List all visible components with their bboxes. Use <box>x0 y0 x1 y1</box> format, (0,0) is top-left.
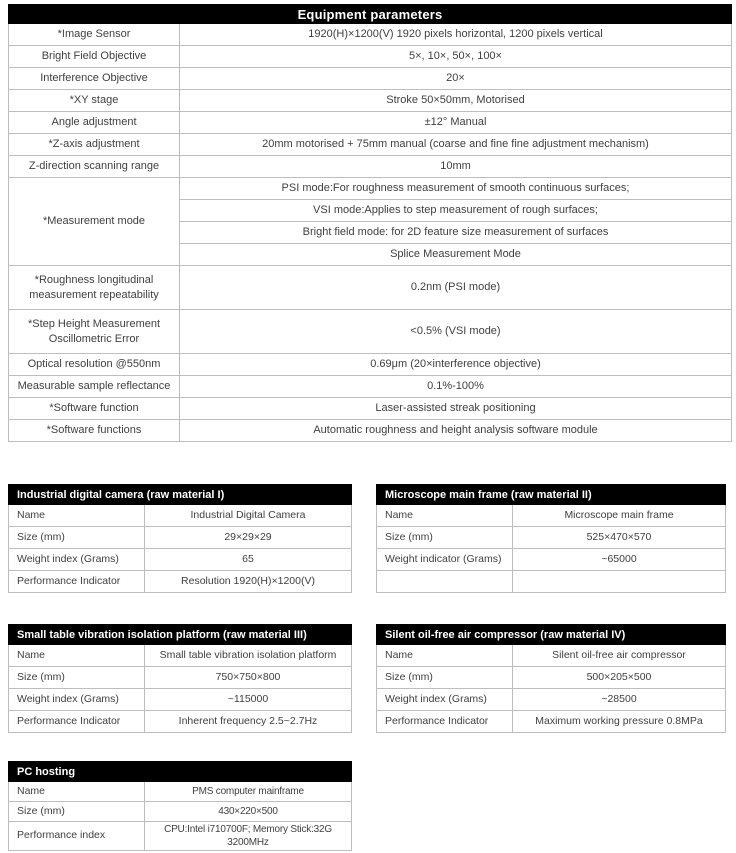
param-label: Performance Indicator <box>377 711 513 733</box>
param-value: 65 <box>145 549 352 571</box>
param-value: 20× <box>180 68 732 90</box>
param-value <box>513 571 726 593</box>
air-compressor-table <box>376 624 726 733</box>
param-label: Name <box>9 505 145 527</box>
param-label: Interference Objective <box>9 68 180 90</box>
param-value: Industrial Digital Camera <box>145 505 352 527</box>
vibration-isolation-platform-table <box>8 624 352 733</box>
param-value: CPU:Intel i710700F; Memory Stick:32G 3200MHz <box>145 822 352 851</box>
param-value: Laser-assisted streak positioning <box>180 398 732 420</box>
param-label: Weight indicator (Grams) <box>377 549 513 571</box>
param-label: *Software functions <box>9 420 180 442</box>
param-label: Name <box>377 505 513 527</box>
param-value: Inherent frequency 2.5~2.7Hz <box>145 711 352 733</box>
param-label: *Software function <box>9 398 180 420</box>
table-title: Equipment parameters <box>9 5 732 24</box>
param-value: 0.69μm (20×interference objective) <box>180 354 732 376</box>
param-value: 525×470×570 <box>513 527 726 549</box>
param-label: Size (mm) <box>377 527 513 549</box>
param-value: 5×, 10×, 50×, 100× <box>180 46 732 68</box>
param-label: *Z-axis adjustment <box>9 134 180 156</box>
param-label: *Measurement mode <box>9 178 180 266</box>
param-value: 0.2nm (PSI mode) <box>180 266 732 310</box>
param-label: *Roughness longitudinal measurement repeatability <box>9 266 180 310</box>
param-value: ~28500 <box>513 689 726 711</box>
param-value: Small table vibration isolation platform <box>145 645 352 667</box>
param-value: PMS computer mainframe <box>145 782 352 802</box>
microscope-main-frame-table <box>376 484 726 593</box>
param-value: Stroke 50×50mm, Motorised <box>180 90 732 112</box>
param-label: Name <box>9 782 145 802</box>
param-label <box>377 571 513 593</box>
param-label: Performance Indicator <box>9 711 145 733</box>
table-title: Industrial digital camera (raw material I) <box>9 485 352 505</box>
param-label: Performance index <box>9 822 145 851</box>
param-value: <0.5% (VSI mode) <box>180 310 732 354</box>
param-value: 500×205×500 <box>513 667 726 689</box>
param-value: ±12° Manual <box>180 112 732 134</box>
param-value: 750×750×800 <box>145 667 352 689</box>
equipment-parameters-table <box>8 4 732 442</box>
param-label: Size (mm) <box>9 667 145 689</box>
param-value: Microscope main frame <box>513 505 726 527</box>
param-value: Automatic roughness and height analysis software module <box>180 420 732 442</box>
param-label: Z-direction scanning range <box>9 156 180 178</box>
param-label: Optical resolution @550nm <box>9 354 180 376</box>
param-value: PSI mode:For roughness measurement of smooth continuous surfaces; <box>180 178 732 200</box>
param-label: Name <box>9 645 145 667</box>
param-label: *Image Sensor <box>9 24 180 46</box>
param-label: Measurable sample reflectance <box>9 376 180 398</box>
param-label: *Step Height Measurement Oscillometric Error <box>9 310 180 354</box>
param-label: Size (mm) <box>9 802 145 822</box>
param-label: *XY stage <box>9 90 180 112</box>
param-value: 430×220×500 <box>145 802 352 822</box>
param-label: Bright Field Objective <box>9 46 180 68</box>
param-value: 0.1%-100% <box>180 376 732 398</box>
param-label: Size (mm) <box>377 667 513 689</box>
param-label: Weight index (Grams) <box>377 689 513 711</box>
pc-hosting-table <box>8 761 352 851</box>
param-label: Size (mm) <box>9 527 145 549</box>
table-title: PC hosting <box>9 762 352 782</box>
param-label: Weight index (Grams) <box>9 549 145 571</box>
param-value: ~65000 <box>513 549 726 571</box>
param-label: Performance Indicator <box>9 571 145 593</box>
param-value: 1920(H)×1200(V) 1920 pixels horizontal, 1200 pixels vertical <box>180 24 732 46</box>
param-value: 10mm <box>180 156 732 178</box>
param-value: Bright field mode: for 2D feature size measurement of surfaces <box>180 222 732 244</box>
param-value: 29×29×29 <box>145 527 352 549</box>
param-value: Resolution 1920(H)×1200(V) <box>145 571 352 593</box>
industrial-digital-camera-table <box>8 484 352 593</box>
param-label: Name <box>377 645 513 667</box>
param-label: Angle adjustment <box>9 112 180 134</box>
param-value: 20mm motorised + 75mm manual (coarse and fine fine adjustment mechanism) <box>180 134 732 156</box>
table-title: Silent oil-free air compressor (raw material IV) <box>377 625 726 645</box>
param-value: ~115000 <box>145 689 352 711</box>
table-title: Small table vibration isolation platform (raw material III) <box>9 625 352 645</box>
param-value: VSI mode:Applies to step measurement of rough surfaces; <box>180 200 732 222</box>
param-value: Silent oil-free air compressor <box>513 645 726 667</box>
param-value: Splice Measurement Mode <box>180 244 732 266</box>
param-label: Weight index (Grams) <box>9 689 145 711</box>
table-title: Microscope main frame (raw material II) <box>377 485 726 505</box>
param-value: Maximum working pressure 0.8MPa <box>513 711 726 733</box>
